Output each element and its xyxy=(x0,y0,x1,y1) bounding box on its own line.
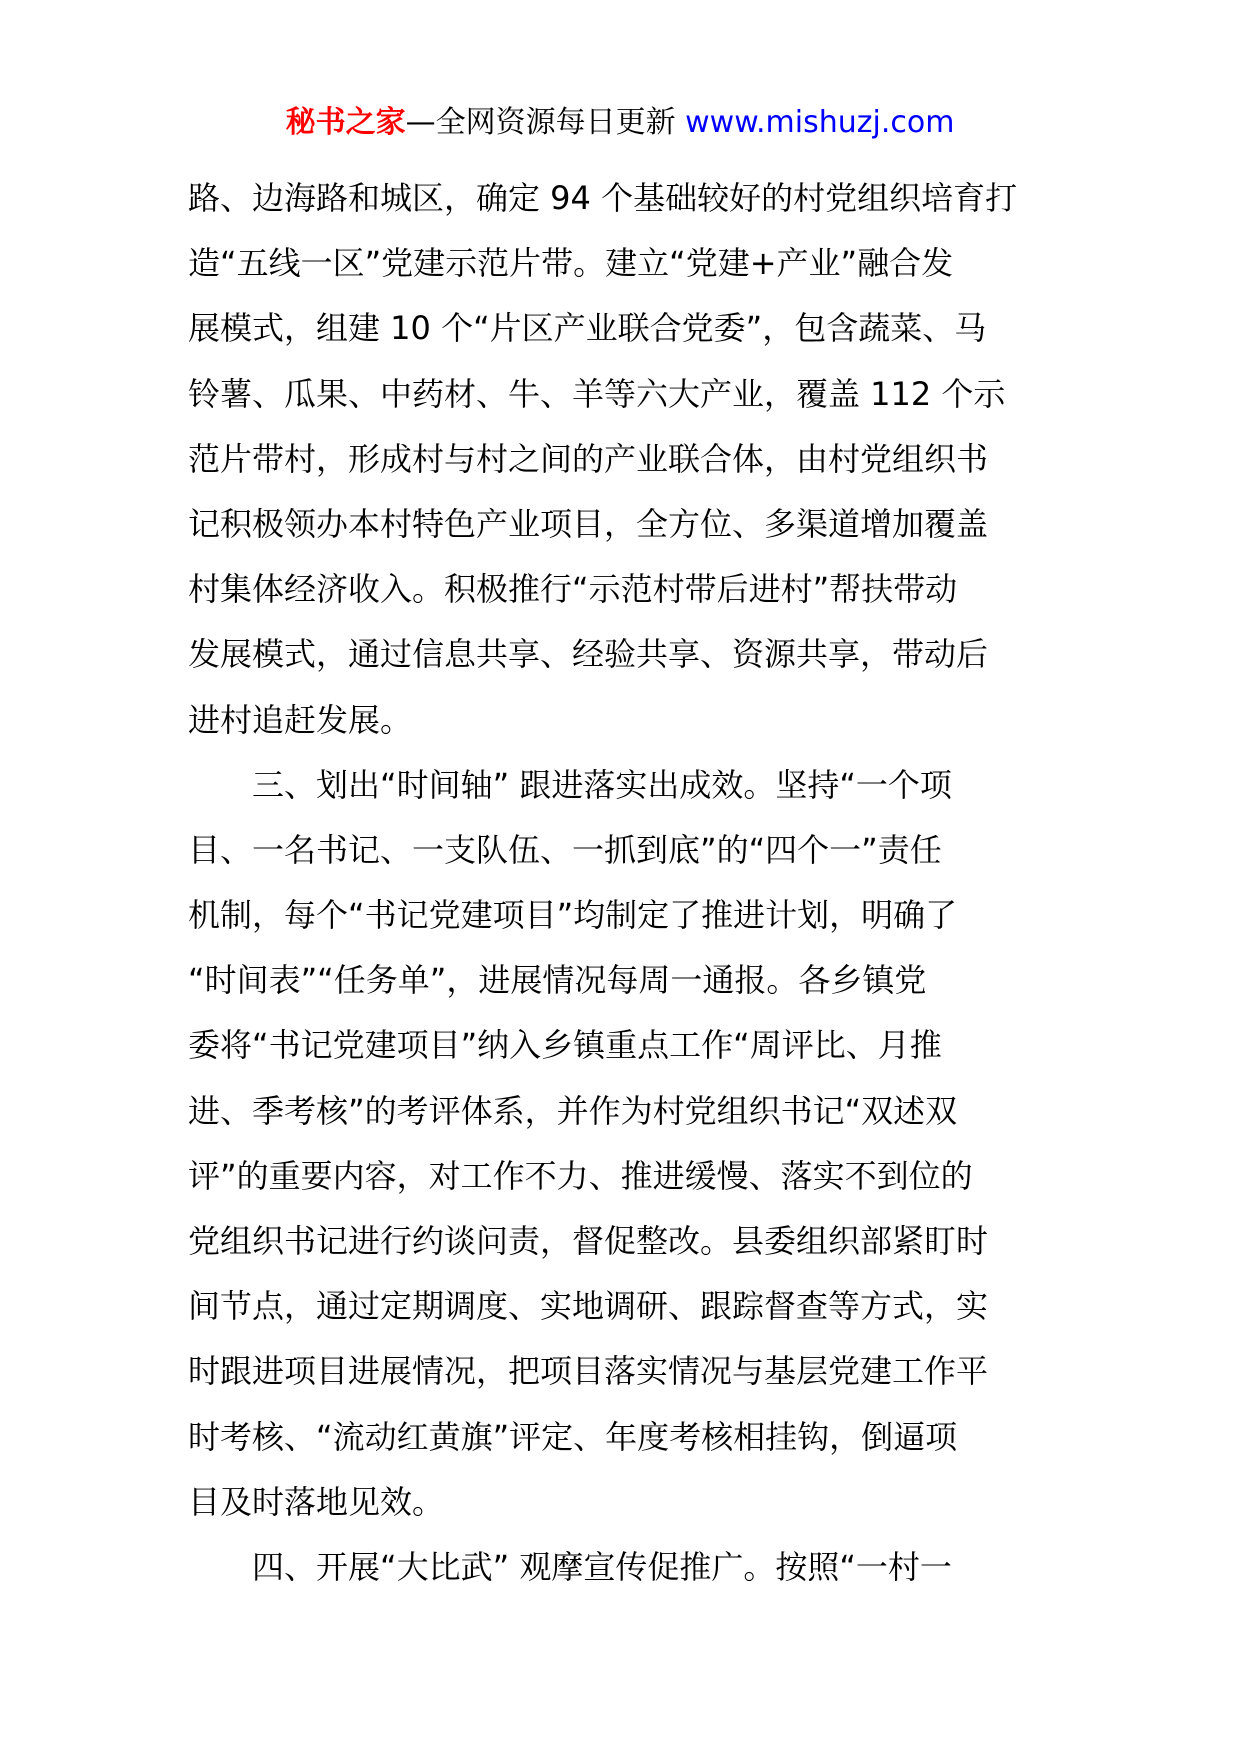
text-line: 造“五线一区”党建示范片带。建立“党建+产业”融合发 xyxy=(188,244,954,283)
document-body xyxy=(188,166,1056,1600)
brand-name: 秘书之家 xyxy=(285,105,406,140)
text-line: 进村追赶发展。 xyxy=(188,700,413,739)
header-tagline: —全网资源每日更新 xyxy=(405,105,676,140)
section-heading-line: 三、划出“时间轴” 跟进落实出成效。坚持“一个项 xyxy=(188,765,952,804)
text-line: 目、一名书记、一支队伍、一抓到底”的“四个一”责任 xyxy=(188,830,942,869)
text-line: 时考核、“流动红黄旗”评定、年度考核相挂钩，倒逼项 xyxy=(188,1417,958,1456)
text-line: “时间表”“任务单”，进展情况每周一通报。各乡镇党 xyxy=(188,961,927,1000)
section-heading-line: 四、开展“大比武” 观摩宣传促推广。按照“一村一 xyxy=(188,1547,952,1586)
text-line: 党组织书记进行约谈问责，督促整改。县委组织部紧盯时 xyxy=(188,1222,989,1260)
text-line: 铃薯、瓜果、中药材、牛、羊等六大产业，覆盖 112 个示 xyxy=(188,374,1006,413)
text-line: 村集体经济收入。积极推行“示范村带后进村”帮扶带动 xyxy=(188,570,958,609)
text-line: 委将“书记党建项目”纳入乡镇重点工作“周评比、月推 xyxy=(188,1026,942,1065)
text-line: 发展模式，通过信息共享、经验共享、资源共享，带动后 xyxy=(188,635,989,674)
website-link[interactable]: www.mishuzj.com xyxy=(685,105,955,140)
text-line: 展模式，组建 10 个“片区产业联合党委”，包含蔬菜、马 xyxy=(188,309,987,348)
text-line: 路、边海路和城区，确定 94 个基础较好的村党组织培育打 xyxy=(188,179,1018,217)
text-line: 评”的重要内容，对工作不力、推进缓慢、落实不到位的 xyxy=(188,1156,973,1195)
text-line: 时跟进项目进展情况，把项目落实情况与基层党建工作平 xyxy=(188,1352,989,1391)
text-line: 进、季考核”的考评体系，并作为村党组织书记“双述双 xyxy=(188,1091,958,1130)
text-line: 记积极领办本村特色产业项目，全方位、多渠道增加覆盖 xyxy=(188,504,989,543)
text-line: 范片带村，形成村与村之间的产业联合体，由村党组织书 xyxy=(188,439,989,478)
page-header xyxy=(0,101,1240,145)
text-line: 间节点，通过定期调度、实地调研、跟踪督查等方式，实 xyxy=(188,1287,989,1326)
text-line: 目及时落地见效。 xyxy=(188,1482,445,1521)
text-line: 机制，每个“书记党建项目”均制定了推进计划，明确了 xyxy=(188,896,958,935)
